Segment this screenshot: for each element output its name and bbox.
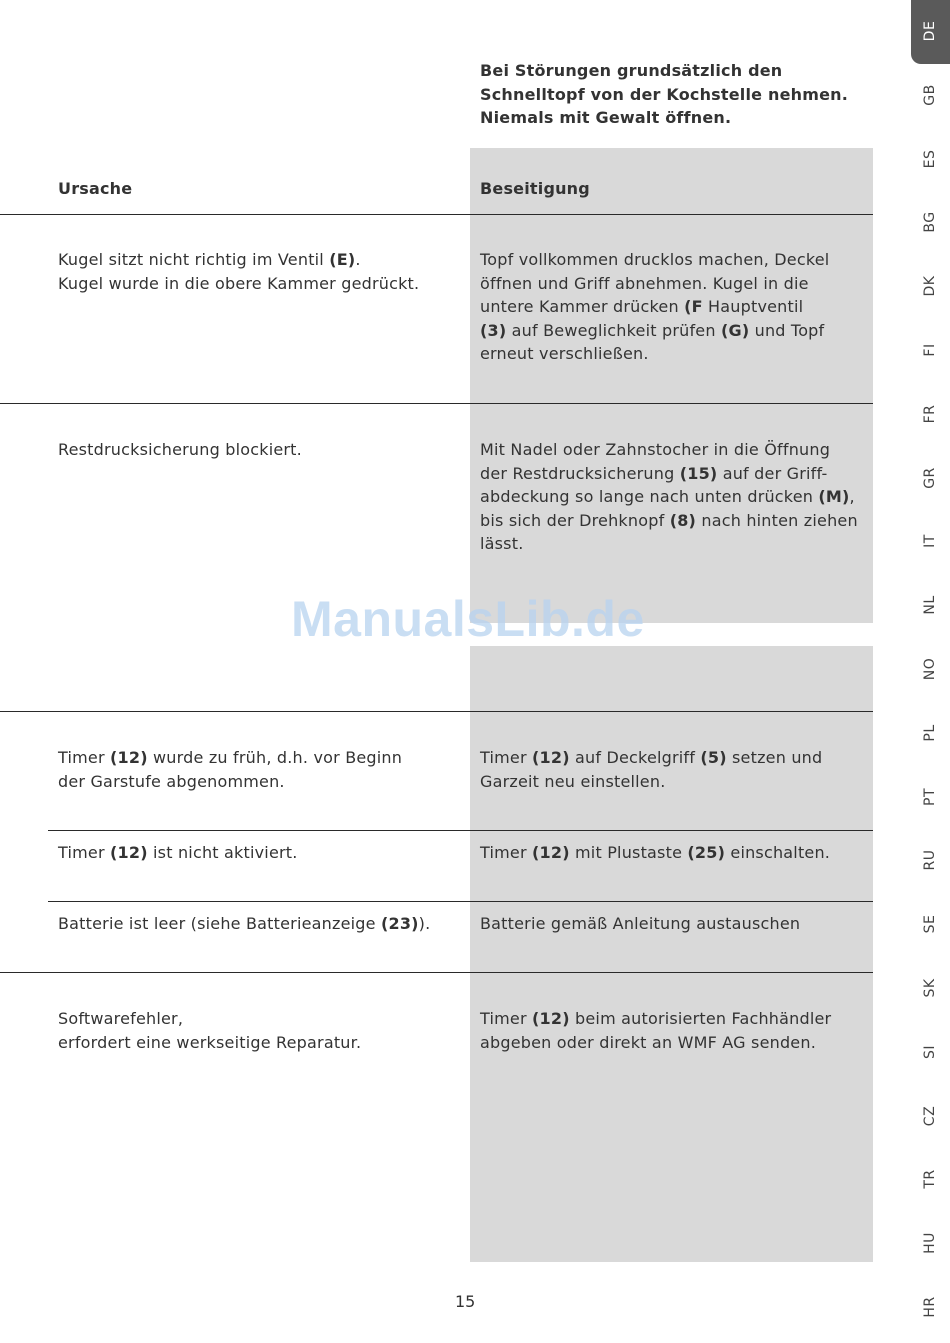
- cell-line: [480, 319, 829, 343]
- text-segment: Timer: [480, 748, 533, 767]
- remedy-cell: [480, 841, 830, 865]
- cell-line: [480, 1031, 831, 1055]
- text-segment: auf der Griff-: [717, 463, 828, 483]
- language-tab-si[interactable]: SI: [922, 1044, 938, 1059]
- part-reference: (25): [687, 843, 726, 862]
- cause-cell: [58, 912, 430, 936]
- language-tab-it[interactable]: IT: [922, 534, 938, 549]
- remedy-cell: [480, 746, 822, 793]
- language-tab-gb[interactable]: GB: [922, 84, 938, 106]
- cell-line: [58, 912, 430, 936]
- safety-notice-line: Bei Störungen grundsätzlich den: [480, 61, 783, 80]
- text-segment: einschalten.: [725, 843, 831, 862]
- language-tab-de[interactable]: DE: [922, 20, 938, 42]
- text-segment: Timer: [480, 1009, 533, 1028]
- part-reference: (23): [380, 914, 419, 933]
- text-segment: Restdrucksicherung blockiert.: [58, 440, 302, 459]
- text-segment: Batterie ist leer (siehe Batterieanzeige: [58, 914, 381, 933]
- text-segment: setzen und: [726, 748, 823, 767]
- remedy-cell: [480, 438, 858, 556]
- row-divider: [0, 972, 873, 973]
- text-segment: nach hinten ziehen: [696, 510, 858, 530]
- language-tab-fr[interactable]: FR: [922, 404, 938, 424]
- cause-cell: [58, 248, 419, 295]
- part-reference: (12): [532, 1009, 570, 1028]
- text-segment: Kugel wurde in die obere Kammer gedrückt.: [58, 273, 420, 293]
- text-segment: erneut verschließen.: [480, 344, 649, 363]
- cell-line: [480, 912, 800, 936]
- safety-notice-line: Schnelltopf von der Kochstelle nehmen.: [480, 84, 849, 104]
- remedy-cell: [480, 248, 829, 366]
- text-segment: bis sich der Drehknopf: [480, 510, 670, 530]
- row-divider: [48, 901, 873, 902]
- language-tab-hu[interactable]: HU: [922, 1232, 938, 1255]
- text-segment: .: [355, 250, 361, 269]
- language-tab-hr[interactable]: HR: [922, 1296, 938, 1318]
- cell-line: [480, 509, 858, 533]
- part-reference: (12): [110, 843, 148, 862]
- text-segment: wurde zu früh, d.h. vor Beginn: [147, 748, 403, 767]
- text-segment: ist nicht aktiviert.: [147, 843, 298, 862]
- remedy-cell: [480, 1007, 831, 1054]
- remedy-column-header: Beseitigung: [480, 179, 590, 198]
- row-divider: [48, 830, 873, 831]
- cell-line: [58, 841, 298, 865]
- text-segment: Timer: [58, 748, 111, 767]
- row-divider: [0, 403, 873, 404]
- language-tab-no[interactable]: NO: [922, 657, 938, 681]
- page-number: 15: [455, 1292, 476, 1311]
- text-segment: Softwarefehler,: [58, 1009, 184, 1028]
- cause-cell: [58, 841, 298, 865]
- text-segment: ,: [849, 487, 855, 506]
- remedy-column-shading: [470, 646, 873, 1262]
- cell-line: [480, 841, 830, 865]
- cell-line: [58, 248, 419, 272]
- cell-line: [480, 295, 829, 319]
- part-reference: (15): [679, 463, 718, 483]
- part-reference: (8): [669, 510, 697, 530]
- cell-line: [480, 342, 829, 366]
- cell-line: [58, 438, 302, 462]
- language-tab-bg[interactable]: BG: [922, 211, 938, 233]
- text-segment: lässt.: [480, 534, 524, 553]
- cause-cell: [58, 746, 402, 793]
- language-tab-se[interactable]: SE: [922, 914, 938, 934]
- cause-cell: [58, 438, 302, 462]
- part-reference: (E): [329, 250, 356, 269]
- remedy-cell: [480, 912, 800, 936]
- header-rule: [0, 214, 873, 215]
- part-reference: (F: [684, 297, 703, 316]
- cell-line: [480, 438, 858, 462]
- part-reference: (G): [720, 320, 750, 340]
- text-segment: abgeben oder direkt an WMF AG senden.: [480, 1032, 816, 1052]
- language-tab-dk[interactable]: DK: [922, 275, 938, 297]
- safety-notice-line: Niemals mit Gewalt öffnen.: [480, 108, 732, 127]
- text-segment: beim autorisierten Fachhändler: [569, 1009, 832, 1028]
- cell-line: [480, 532, 858, 556]
- cause-column-header: Ursache: [58, 179, 133, 198]
- text-segment: abdeckung so lange nach unten drücken: [480, 487, 819, 506]
- part-reference: (12): [110, 748, 148, 767]
- cell-line: [58, 1007, 361, 1031]
- text-segment: erfordert eine werkseitige Reparatur.: [58, 1032, 362, 1052]
- language-tab-pt[interactable]: PT: [922, 787, 938, 806]
- cell-line: [480, 248, 829, 272]
- part-reference: (M): [818, 487, 850, 506]
- text-segment: Kugel sitzt nicht richtig im Ventil: [58, 250, 330, 269]
- language-tab-ru[interactable]: RU: [922, 849, 938, 871]
- row-divider: [0, 711, 873, 712]
- cell-line: [58, 746, 402, 770]
- text-segment: mit Plustaste: [569, 843, 688, 862]
- part-reference: (5): [700, 748, 727, 767]
- text-segment: ).: [418, 914, 431, 933]
- safety-notice: [480, 59, 848, 130]
- text-segment: Timer: [480, 843, 533, 862]
- part-reference: (12): [532, 748, 570, 767]
- cell-line: [480, 272, 829, 296]
- text-segment: Hauptventil: [702, 297, 804, 316]
- text-segment: der Restdrucksicherung: [480, 463, 680, 483]
- cell-line: [58, 1031, 361, 1055]
- text-segment: Timer: [58, 843, 111, 862]
- text-segment: Mit Nadel oder Zahnstocher in die Öffnung: [480, 440, 831, 459]
- text-segment: der Garstufe abgenommen.: [58, 771, 285, 791]
- text-segment: auf Deckelgriff: [569, 748, 701, 767]
- text-segment: und Topf: [749, 320, 825, 340]
- cause-cell: [58, 1007, 361, 1054]
- language-tab-cz[interactable]: CZ: [922, 1105, 938, 1126]
- watermark: ManualsLib.de: [291, 591, 645, 647]
- cell-line: [480, 770, 822, 794]
- language-tab-sk[interactable]: SK: [922, 978, 938, 998]
- cell-line: [480, 462, 858, 486]
- text-segment: Topf vollkommen drucklos machen, Deckel: [480, 250, 830, 269]
- language-tab-es[interactable]: ES: [922, 149, 938, 168]
- cell-line: [480, 485, 858, 509]
- text-segment: Batterie gemäß Anleitung austauschen: [480, 914, 801, 933]
- part-reference: (3): [480, 320, 507, 340]
- language-tab-fi[interactable]: FI: [922, 343, 938, 357]
- text-segment: Garzeit neu einstellen.: [480, 771, 666, 791]
- cell-line: [58, 272, 419, 296]
- text-segment: untere Kammer drücken: [480, 297, 685, 316]
- text-segment: öffnen und Griff abnehmen. Kugel in die: [480, 273, 809, 293]
- language-tab-gr[interactable]: GR: [922, 466, 938, 489]
- cell-line: [480, 1007, 831, 1031]
- language-tab-pl[interactable]: PL: [922, 724, 938, 742]
- text-segment: auf Beweglichkeit prüfen: [506, 320, 721, 340]
- cell-line: [480, 746, 822, 770]
- part-reference: (12): [532, 843, 570, 862]
- language-tab-tr[interactable]: TR: [922, 1169, 938, 1190]
- cell-line: [58, 770, 402, 794]
- language-tab-nl[interactable]: NL: [922, 595, 938, 615]
